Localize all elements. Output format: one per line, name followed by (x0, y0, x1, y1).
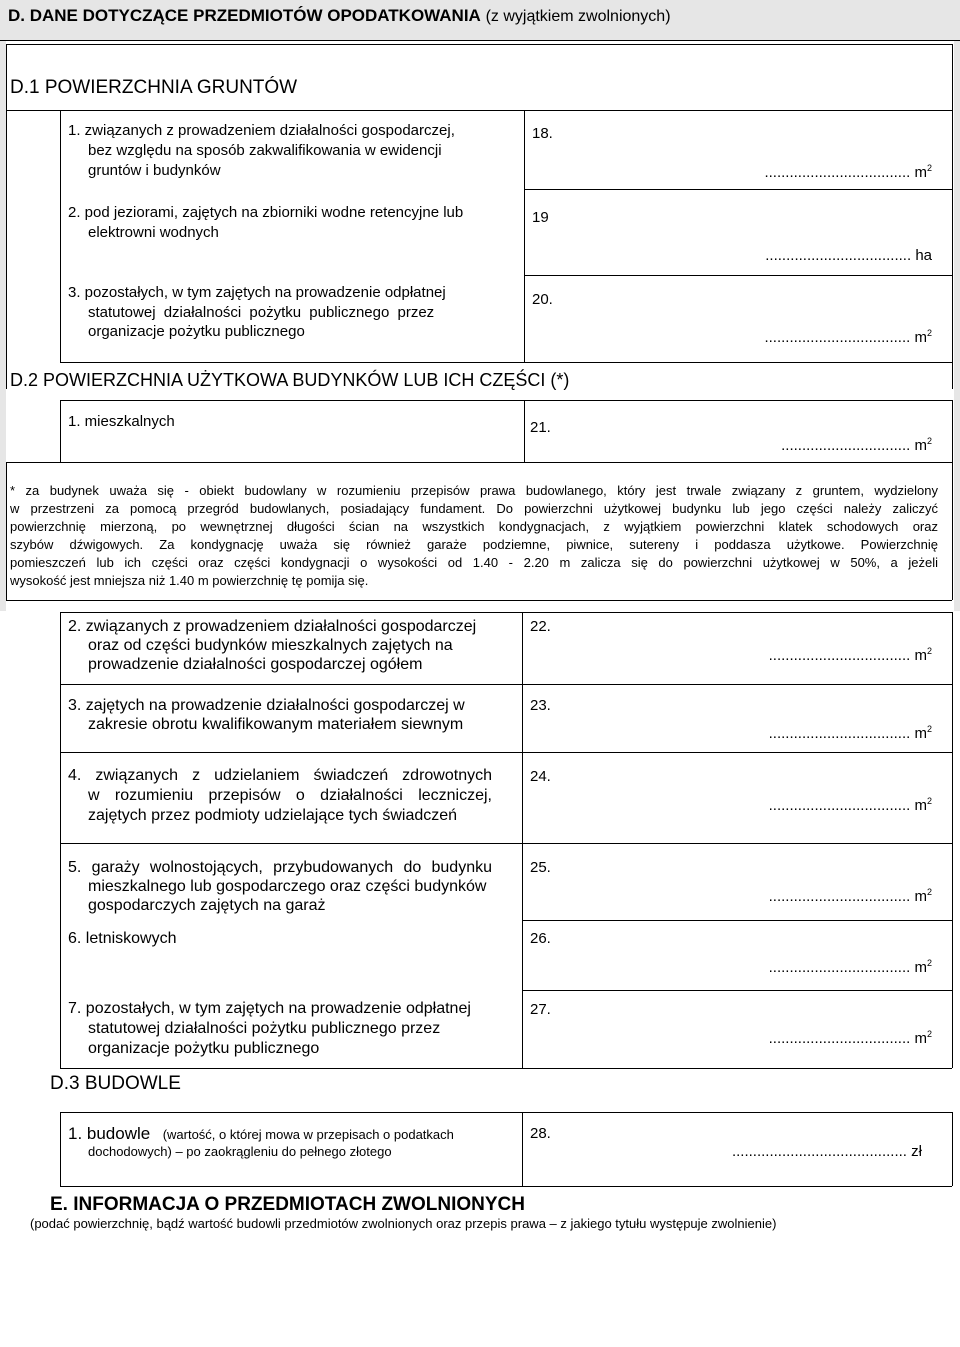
field-26-input[interactable] (540, 958, 932, 978)
field-19-input[interactable] (552, 246, 932, 266)
right-margin-strip (954, 41, 960, 611)
field-24-dots: .................................. (768, 797, 911, 814)
d1-title: D.1 POWIERZCHNIA GRUNTÓW (10, 77, 298, 98)
field-22-input[interactable] (540, 646, 932, 666)
d1-item-1-line-3: gruntów i budynków (88, 162, 221, 179)
d1-item-2-line-2: elektrowni wodnych (88, 224, 219, 241)
d2-item-3-line-2: zakresie obrotu kwalifikowanym materiałem siewnym (88, 716, 464, 733)
field-20-input[interactable] (552, 328, 932, 348)
field-25-unit: m (914, 888, 927, 905)
field-24-sup: 2 (926, 796, 932, 806)
d3-item-1-label-small: (wartość, o której mowa w przepisach o podatkach (162, 1127, 454, 1142)
d2-item-4-line-2: w rozumieniu przepisów o działalności leczniczej, (88, 787, 492, 804)
d3-title: D.3 BUDOWLE (50, 1073, 181, 1094)
d2-item-5-line-2: mieszkalnego lub gospodarczego oraz części budynków (88, 878, 487, 895)
field-25-dots: .................................. (768, 888, 911, 905)
d1-item-2-line-1: 2. pod jeziorami, zajętych na zbiorniki wodne retencyjne lub (68, 204, 464, 221)
field-22-unit: m (914, 647, 927, 664)
d2-item-3-line-1: 3. zajętych na prowadzenie działalności gospodarczej w (68, 697, 465, 714)
field-24-unit: m (914, 797, 927, 814)
field-21-sup: 2 (926, 436, 932, 446)
d1-item-1-line-1: 1. związanych z prowadzeniem działalności gospodarczej, (68, 122, 455, 139)
field-21-number: 21. (530, 419, 551, 436)
d2-item-4-line-3: zajętych przez podmioty udzielające tych świadczeń (88, 807, 458, 824)
field-19-number: 19 (532, 209, 549, 226)
footnote-line-6: wysokość jest mniejsza niż 1.40 m powierzchnię tę pomija się. (10, 573, 369, 588)
field-19-dots: ................................... (765, 247, 912, 264)
section-d-title (8, 5, 671, 28)
field-28-unit: zł (911, 1143, 922, 1160)
field-24-number: 24. (530, 768, 551, 785)
footnote-line-5: pomieszczeń lub ich części oraz części kondygnacji o wysokości od 1.40 - 2.20 m zalicza się do powierzchni użytkowej w 50%, a jeżeli (10, 555, 938, 570)
field-24-input[interactable] (540, 796, 932, 816)
d2-item-7-line-3: organizacje pożytku publicznego (88, 1040, 320, 1057)
field-21-dots: ............................... (781, 437, 911, 454)
field-26-unit: m (914, 959, 927, 976)
field-21-unit: m (914, 437, 927, 454)
field-23-unit: m (914, 725, 927, 742)
field-27-sup: 2 (926, 1029, 932, 1039)
d1-item-3-line-3: organizacje pożytku publicznego (88, 323, 305, 340)
d2-item-2-line-1: 2. związanych z prowadzeniem działalności gospodarczej (68, 618, 477, 635)
field-28-input[interactable] (530, 1142, 922, 1162)
d2-title: D.2 POWIERZCHNIA UŻYTKOWA BUDYNKÓW LUB ICH CZĘŚCI (*) (10, 370, 570, 390)
footnote-line-1: * za budynek uważa się - obiekt budowlany w rozumieniu przepisów prawa budowlanego, który jest trwale związany z gruntem, wydzielony (10, 483, 938, 498)
field-28-number: 28. (530, 1125, 551, 1142)
d2-item-4-line-1: 4. związanych z udzielaniem świadczeń zdrowotnych (68, 767, 492, 784)
field-27-number: 27. (530, 1001, 551, 1018)
field-23-input[interactable] (540, 724, 932, 744)
field-22-sup: 2 (926, 646, 932, 656)
field-25-sup: 2 (926, 887, 932, 897)
field-19-unit: ha (915, 247, 932, 264)
field-22-number: 22. (530, 618, 551, 635)
field-18-sup: 2 (926, 163, 932, 173)
d1-item-3-line-2: statutowej działalności pożytku publicznego przez (88, 304, 435, 321)
field-20-unit: m (914, 329, 927, 346)
section-e-subtitle: (podać powierzchnię, bądź wartość budowli przedmiotów zwolnionych oraz przepis prawa – z jakiego tytułu występuje zwolnienie) (30, 1216, 777, 1231)
d2-item-2-line-2: oraz od części budynków mieszkalnych zajętych na (88, 637, 453, 654)
field-23-number: 23. (530, 697, 551, 714)
d2-item-7-line-1: 7. pozostałych, w tym zajętych na prowadzenie odpłatnej (68, 1000, 471, 1017)
field-20-dots: ................................... (764, 329, 911, 346)
field-20-number: 20. (532, 291, 553, 308)
field-18-input[interactable] (552, 163, 932, 183)
section-d-title-note: (z wyjątkiem zwolnionych) (485, 8, 671, 25)
footnote-line-2: w przestrzeni za pomocą przegród budowlanych, posiadający fundament. Do powierzchni użytkowej budynku lub jego części należy zaliczyć (10, 501, 938, 516)
d2-item-1-label: 1. mieszkalnych (68, 413, 175, 430)
d1-item-1-line-2: bez względu na sposób zakwalifikowania w ewidencji (88, 142, 442, 159)
field-28-dots: .......................................... (731, 1143, 907, 1160)
field-18-number: 18. (532, 125, 553, 142)
footnote-line-4: szybów dźwigowych. Za kondygnację uważa się również garaże podziemne, piwnice, sutereny i poddasza użytkowe. Powierzchnię (10, 537, 938, 552)
d2-item-6-label: 6. letniskowych (68, 930, 177, 947)
field-26-dots: .................................. (768, 959, 911, 976)
field-23-dots: .................................. (768, 725, 911, 742)
section-e-title: E. INFORMACJA O PRZEDMIOTACH ZWOLNIONYCH (50, 1194, 525, 1215)
field-26-number: 26. (530, 930, 551, 947)
field-18-unit: m (914, 164, 927, 181)
footnote-line-3: powierzchnię mierzoną, po wewnętrznej długości ścian na wszystkich kondygnacjach, z wyjątkiem powierzchni klatek schodowych oraz (10, 519, 938, 534)
d2-item-7-line-2: statutowej działalności pożytku publicznego przez (88, 1020, 441, 1037)
field-26-sup: 2 (926, 958, 932, 968)
d1-item-3-line-1: 3. pozostałych, w tym zajętych na prowadzenie odpłatnej (68, 284, 446, 301)
field-25-number: 25. (530, 859, 551, 876)
field-20-sup: 2 (926, 328, 932, 338)
d2-item-5-line-3: gospodarczych zajętych na garaż (88, 897, 326, 914)
field-27-input[interactable] (540, 1029, 932, 1049)
field-21-input[interactable] (552, 436, 932, 456)
field-22-dots: .................................. (768, 647, 911, 664)
d3-item-1-label-big: 1. budowle (68, 1124, 151, 1143)
field-27-unit: m (914, 1030, 927, 1047)
field-25-input[interactable] (540, 887, 932, 907)
section-d-title-bold: D. DANE DOTYCZĄCE PRZEDMIOTÓW OPODATKOWANIA (8, 6, 481, 25)
d3-item-1-line-2: dochodowych) – po zaokrągleniu do pełnego złotego (88, 1144, 392, 1159)
d3-item-1-label (68, 1124, 454, 1145)
d2-item-2-line-3: prowadzenie działalności gospodarczej ogółem (88, 656, 423, 673)
d2-footnote (10, 482, 938, 590)
d2-item-5-line-1: 5. garaży wolnostojących, przybudowanych do budynku (68, 859, 492, 876)
field-23-sup: 2 (926, 724, 932, 734)
field-18-dots: ................................... (764, 164, 911, 181)
field-27-dots: .................................. (768, 1030, 911, 1047)
